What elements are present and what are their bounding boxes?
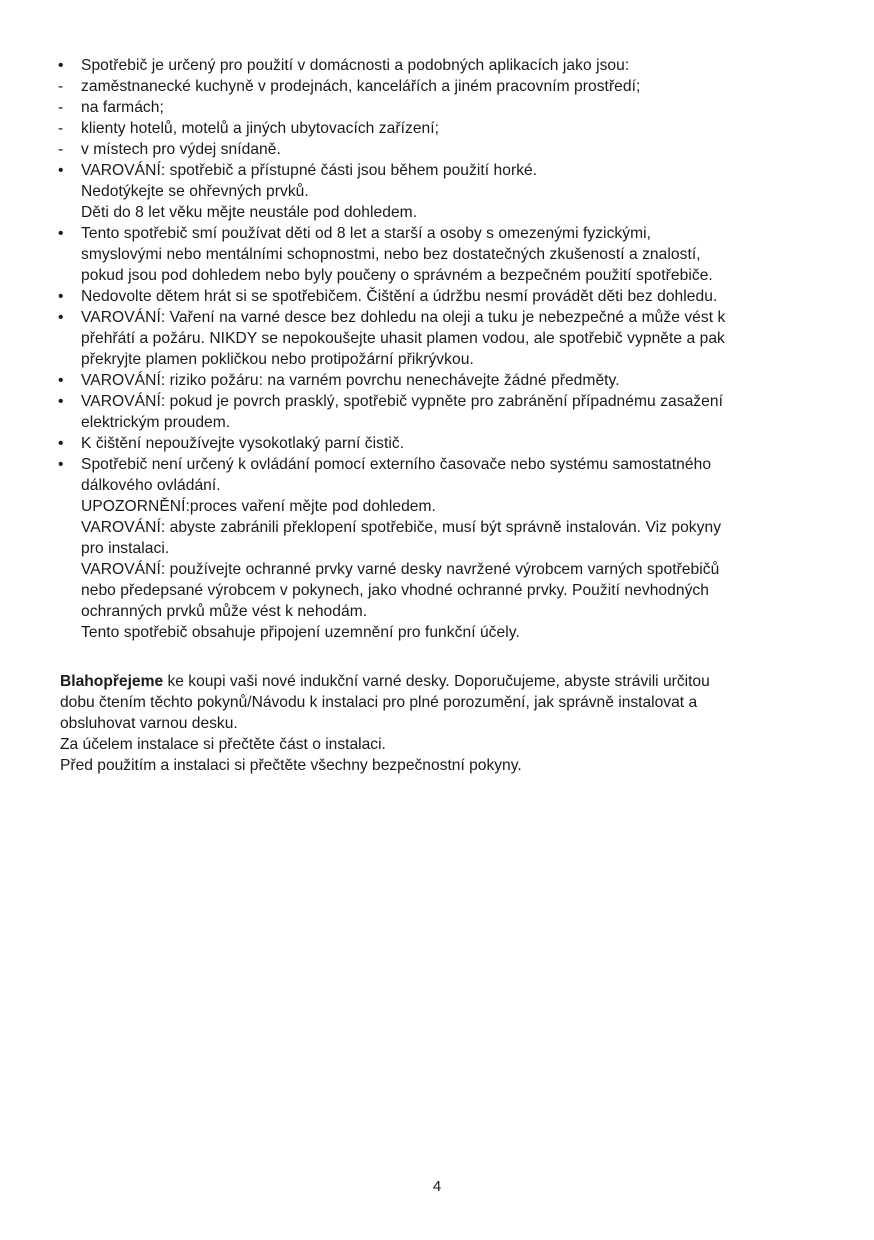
- intro-line: dobu čtením těchto pokynů/Návodu k instalaci pro plné porozumění, jak správně instalovat a: [60, 694, 698, 711]
- list-item-text: pro instalaci.: [81, 540, 170, 557]
- list-item-text: VAROVÁNÍ: spotřebič a přístupné části jsou během použití horké.: [81, 162, 538, 179]
- list-item-text: Tento spotřebič smí používat děti od 8 let a starší a osoby s omezenými fyzickými,: [81, 225, 652, 242]
- list-item-text: Nedovolte dětem hrát si se spotřebičem. Čištění a údržbu nesmí provádět děti bez dohledu.: [81, 288, 718, 305]
- intro-line: obsluhovat varnou desku.: [60, 715, 238, 732]
- list-item-text: VAROVÁNÍ: používejte ochranné prvky varné desky navržené výrobcem varných spotřebičů: [81, 561, 720, 578]
- list-item: [58, 391, 828, 433]
- page-number: 4: [432, 1178, 442, 1195]
- list-item: [58, 97, 828, 118]
- list-item: [58, 433, 828, 454]
- list-item-text: překryjte plamen pokličkou nebo protipožární přikrývkou.: [81, 351, 474, 368]
- list-item-text: VAROVÁNÍ: Vaření na varné desce bez dohledu na oleji a tuku je nebezpečné a může vést k: [81, 309, 726, 326]
- bullet-marker: •: [58, 57, 64, 74]
- list-item: [58, 139, 828, 160]
- list-item-text: VAROVÁNÍ: pokud je povrch prasklý, spotřebič vypněte pro zabránění případnému zasažení: [81, 393, 723, 410]
- list-item-text: dálkového ovládání.: [81, 477, 221, 494]
- safety-instructions-list: [58, 55, 828, 643]
- bullet-marker: •: [58, 456, 64, 473]
- intro-paragraph: [60, 671, 830, 776]
- list-item-text: smyslovými nebo mentálními schopnostmi, nebo bez dostatečných zkušeností a znalostí,: [81, 246, 701, 263]
- list-item-text: ochranných prvků může vést k nehodám.: [81, 603, 368, 620]
- dash-marker: -: [58, 141, 64, 158]
- list-item-text: v místech pro výdej snídaně.: [81, 141, 281, 158]
- list-item-text: UPOZORNĚNÍ:proces vaření mějte pod dohledem.: [81, 498, 436, 515]
- intro-line: Před použitím a instalaci si přečtěte všechny bezpečnostní pokyny.: [60, 757, 522, 774]
- bullet-marker: •: [58, 393, 64, 410]
- bullet-marker: •: [58, 372, 64, 389]
- list-item-text: Děti do 8 let věku mějte neustále pod dohledem.: [81, 204, 418, 221]
- list-item-text: Spotřebič není určený k ovládání pomocí externího časovače nebo systému samostatného: [81, 456, 712, 473]
- bullet-marker: •: [58, 288, 64, 305]
- list-item-text: VAROVÁNÍ: riziko požáru: na varném povrchu nenechávejte žádné předměty.: [81, 372, 620, 389]
- list-item-text: nebo předepsané výrobcem v pokynech, jako vhodné ochranné prvky. Použití nevhodných: [81, 582, 709, 599]
- list-item-text: K čištění nepoužívejte vysokotlaký parní čistič.: [81, 435, 405, 452]
- list-item: [58, 307, 828, 370]
- list-item: [58, 76, 828, 97]
- list-item-text: Tento spotřebič obsahuje připojení uzemnění pro funkční účely.: [81, 624, 520, 641]
- bullet-marker: •: [58, 435, 64, 452]
- list-item: [58, 118, 828, 139]
- list-item-text: elektrickým proudem.: [81, 414, 231, 431]
- dash-marker: -: [58, 78, 64, 95]
- dash-marker: -: [58, 120, 64, 137]
- list-item-text: přehřátí a požáru. NIKDY se nepokoušejte uhasit plamen vodou, ale spotřebič vypněte a pak: [81, 330, 725, 347]
- bullet-marker: •: [58, 162, 64, 179]
- intro-line: Za účelem instalace si přečtěte část o instalaci.: [60, 736, 386, 753]
- list-item: [58, 370, 828, 391]
- list-item: [58, 454, 828, 643]
- list-item: [58, 286, 828, 307]
- bullet-marker: •: [58, 225, 64, 242]
- intro-line-rest: ke koupi vaši nové indukční varné desky. Doporučujeme, abyste strávili určitou: [163, 673, 710, 690]
- list-item-text: zaměstnanecké kuchyně v prodejnách, kancelářích a jiném pracovním prostředí;: [81, 78, 641, 95]
- intro-line: [60, 671, 830, 692]
- list-item-text: na farmách;: [81, 99, 164, 116]
- bullet-marker: •: [58, 309, 64, 326]
- list-item-text: Spotřebič je určený pro použití v domácnosti a podobných aplikacích jako jsou:: [81, 57, 630, 74]
- list-item-text: VAROVÁNÍ: abyste zabránili překlopení spotřebiče, musí být správně instalován. Viz pokyny: [81, 519, 722, 536]
- intro-bold-word: Blahopřejeme: [60, 673, 164, 690]
- list-item: [58, 55, 828, 76]
- list-item: [58, 160, 828, 223]
- list-item-text: Nedotýkejte se ohřevných prvků.: [81, 183, 309, 200]
- list-item-text: pokud jsou pod dohledem nebo byly poučeny o správném a bezpečném použití spotřebiče.: [81, 267, 713, 284]
- list-item-text: klienty hotelů, motelů a jiných ubytovacích zařízení;: [81, 120, 440, 137]
- list-item: [58, 223, 828, 286]
- dash-marker: -: [58, 99, 64, 116]
